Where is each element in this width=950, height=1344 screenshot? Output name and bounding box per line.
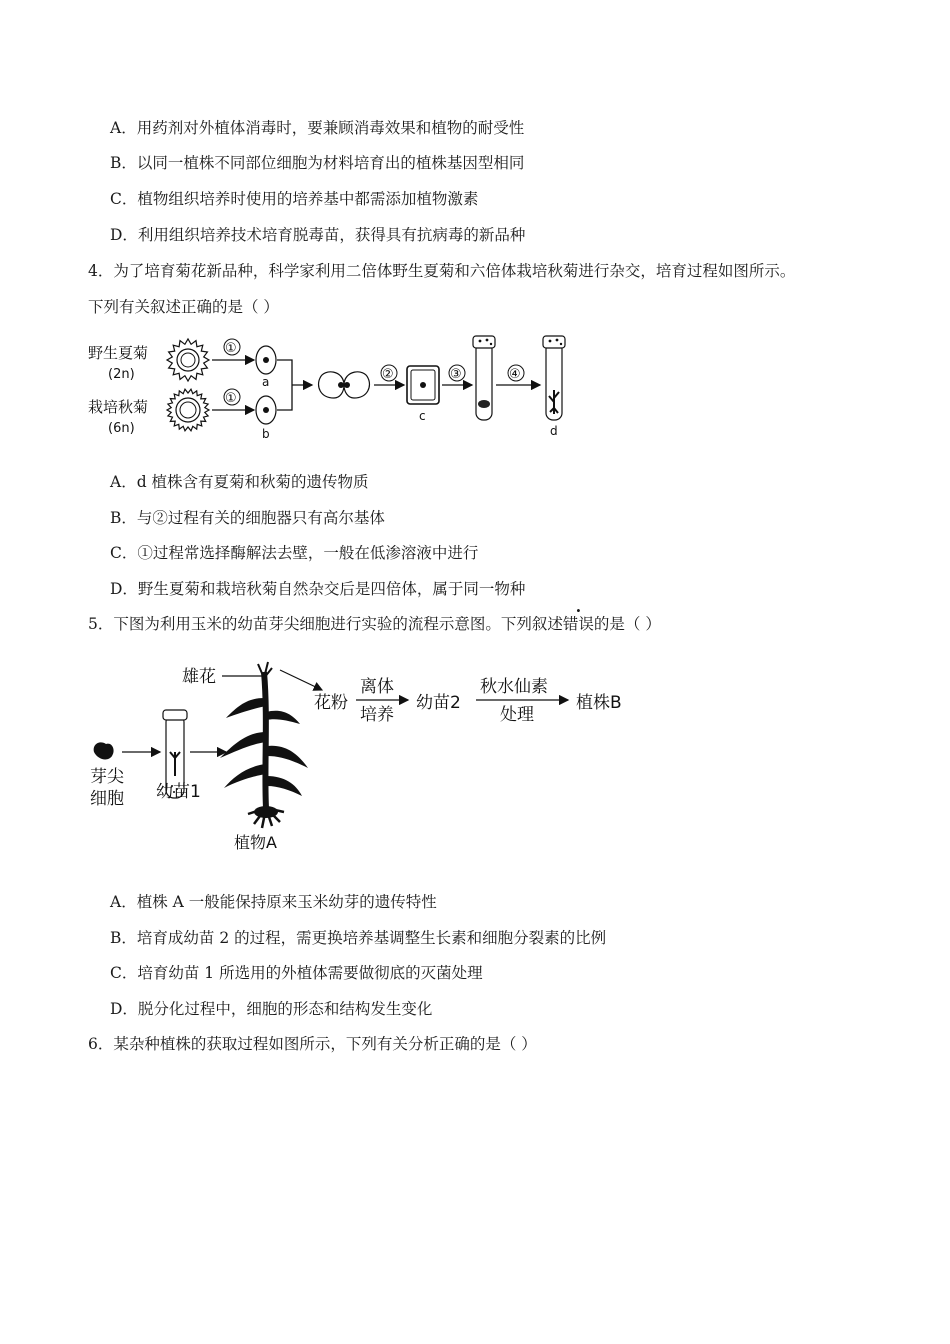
q5-colchicine: 秋水仙素	[480, 677, 548, 697]
q4-option-a: A．d 植株含有夏菊和秋菊的遗传物质	[110, 473, 369, 491]
q4-figure	[84, 330, 584, 442]
q5-bud-tip-line1: 芽尖	[90, 767, 124, 787]
q5-option-a: A．植株 A 一般能保持原来玉米幼芽的遗传特性	[110, 893, 437, 911]
test-tube-callus-icon	[473, 336, 495, 420]
q5-culture: 培养	[360, 705, 394, 725]
q5-stem-emphasis: 错误	[562, 615, 594, 633]
q4-step3: ③	[450, 367, 462, 382]
q4-step1-bottom: ①	[225, 391, 237, 406]
q4-cultivated-label: 栽培秋菊	[88, 398, 149, 416]
q4-step4: ④	[509, 367, 521, 382]
cultivated-chrysanthemum-cell-icon	[167, 389, 209, 431]
q4-label-a: a	[262, 375, 270, 389]
wild-chrysanthemum-cell-icon	[167, 339, 209, 381]
corn-plant-a-icon	[220, 662, 308, 828]
q5-treatment: 处理	[500, 705, 534, 725]
q4-option-c: C．①过程常选择酶解法去壁，一般在低渗溶液中进行	[110, 544, 479, 562]
q5-option-d: D．脱分化过程中，细胞的形态和结构发生变化	[110, 1000, 433, 1018]
q4-label-d: d	[550, 424, 558, 438]
q3-option-c: C．植物组织培养时使用的培养基中都需添加植物激素	[110, 190, 479, 208]
q5-male-flower: 雄花	[182, 667, 216, 687]
q4-wild-label: 野生夏菊	[88, 344, 149, 362]
q5-option-b: B．培育成幼苗 2 的过程，需更换培养基调整生长素和细胞分裂素的比例	[110, 929, 607, 947]
q3-option-d: D．利用组织培养技术培育脱毒苗，获得具有抗病毒的新品种	[110, 226, 526, 244]
q4-stem-line1: 4．为了培育菊花新品种，科学家利用二倍体野生夏菊和六倍体栽培秋菊进行杂交，培育过程如图所示。	[88, 262, 796, 280]
q4-option-d: D．野生夏菊和栽培秋菊自然杂交后是四倍体，属于同一物种	[110, 580, 526, 598]
q5-bud-tip-line2: 细胞	[90, 789, 124, 809]
q4-label-c: c	[419, 409, 426, 423]
q5-figure	[86, 658, 646, 858]
q5-seedling2: 幼苗2	[416, 693, 461, 713]
bud-tip-cell-icon	[94, 742, 114, 759]
q4-stem-line2: 下列有关叙述正确的是（ ）	[88, 298, 279, 316]
q4-label-b: b	[262, 427, 270, 441]
q5-stem	[88, 614, 661, 634]
q5-stem-before: 5．下图为利用玉米的幼苗芽尖细胞进行实验的流程示意图。下列叙述	[88, 615, 563, 633]
q5-plant-b: 植株B	[576, 693, 622, 713]
q6-stem: 6．某杂种植株的获取过程如图所示，下列有关分析正确的是（ ）	[88, 1035, 537, 1053]
q4-step2: ②	[382, 367, 394, 382]
q5-plant-a: 植物A	[234, 833, 277, 852]
q5-stem-after: 的是（ ）	[593, 615, 661, 633]
q5-isolate: 离体	[360, 677, 394, 697]
q5-option-c: C．培育幼苗 1 所选用的外植体需要做彻底的灭菌处理	[110, 964, 483, 982]
q4-option-b: B．与②过程有关的细胞器只有高尔基体	[110, 509, 385, 527]
q4-wild-ploidy: (2n)	[108, 367, 135, 382]
q4-step1-top: ①	[225, 341, 237, 356]
fusing-protoplast-icon	[319, 372, 370, 398]
test-tube-plantlet-icon	[543, 336, 565, 420]
q3-option-b: B．以同一植株不同部位细胞为材料培育出的植株基因型相同	[110, 154, 525, 172]
q5-pollen: 花粉	[314, 693, 348, 713]
q3-option-a: A．用药剂对外植体消毒时，要兼顾消毒效果和植物的耐受性	[110, 119, 525, 137]
q5-seedling1-label: 幼苗1	[156, 782, 201, 802]
q4-cultivated-ploidy: (6n)	[108, 421, 135, 436]
